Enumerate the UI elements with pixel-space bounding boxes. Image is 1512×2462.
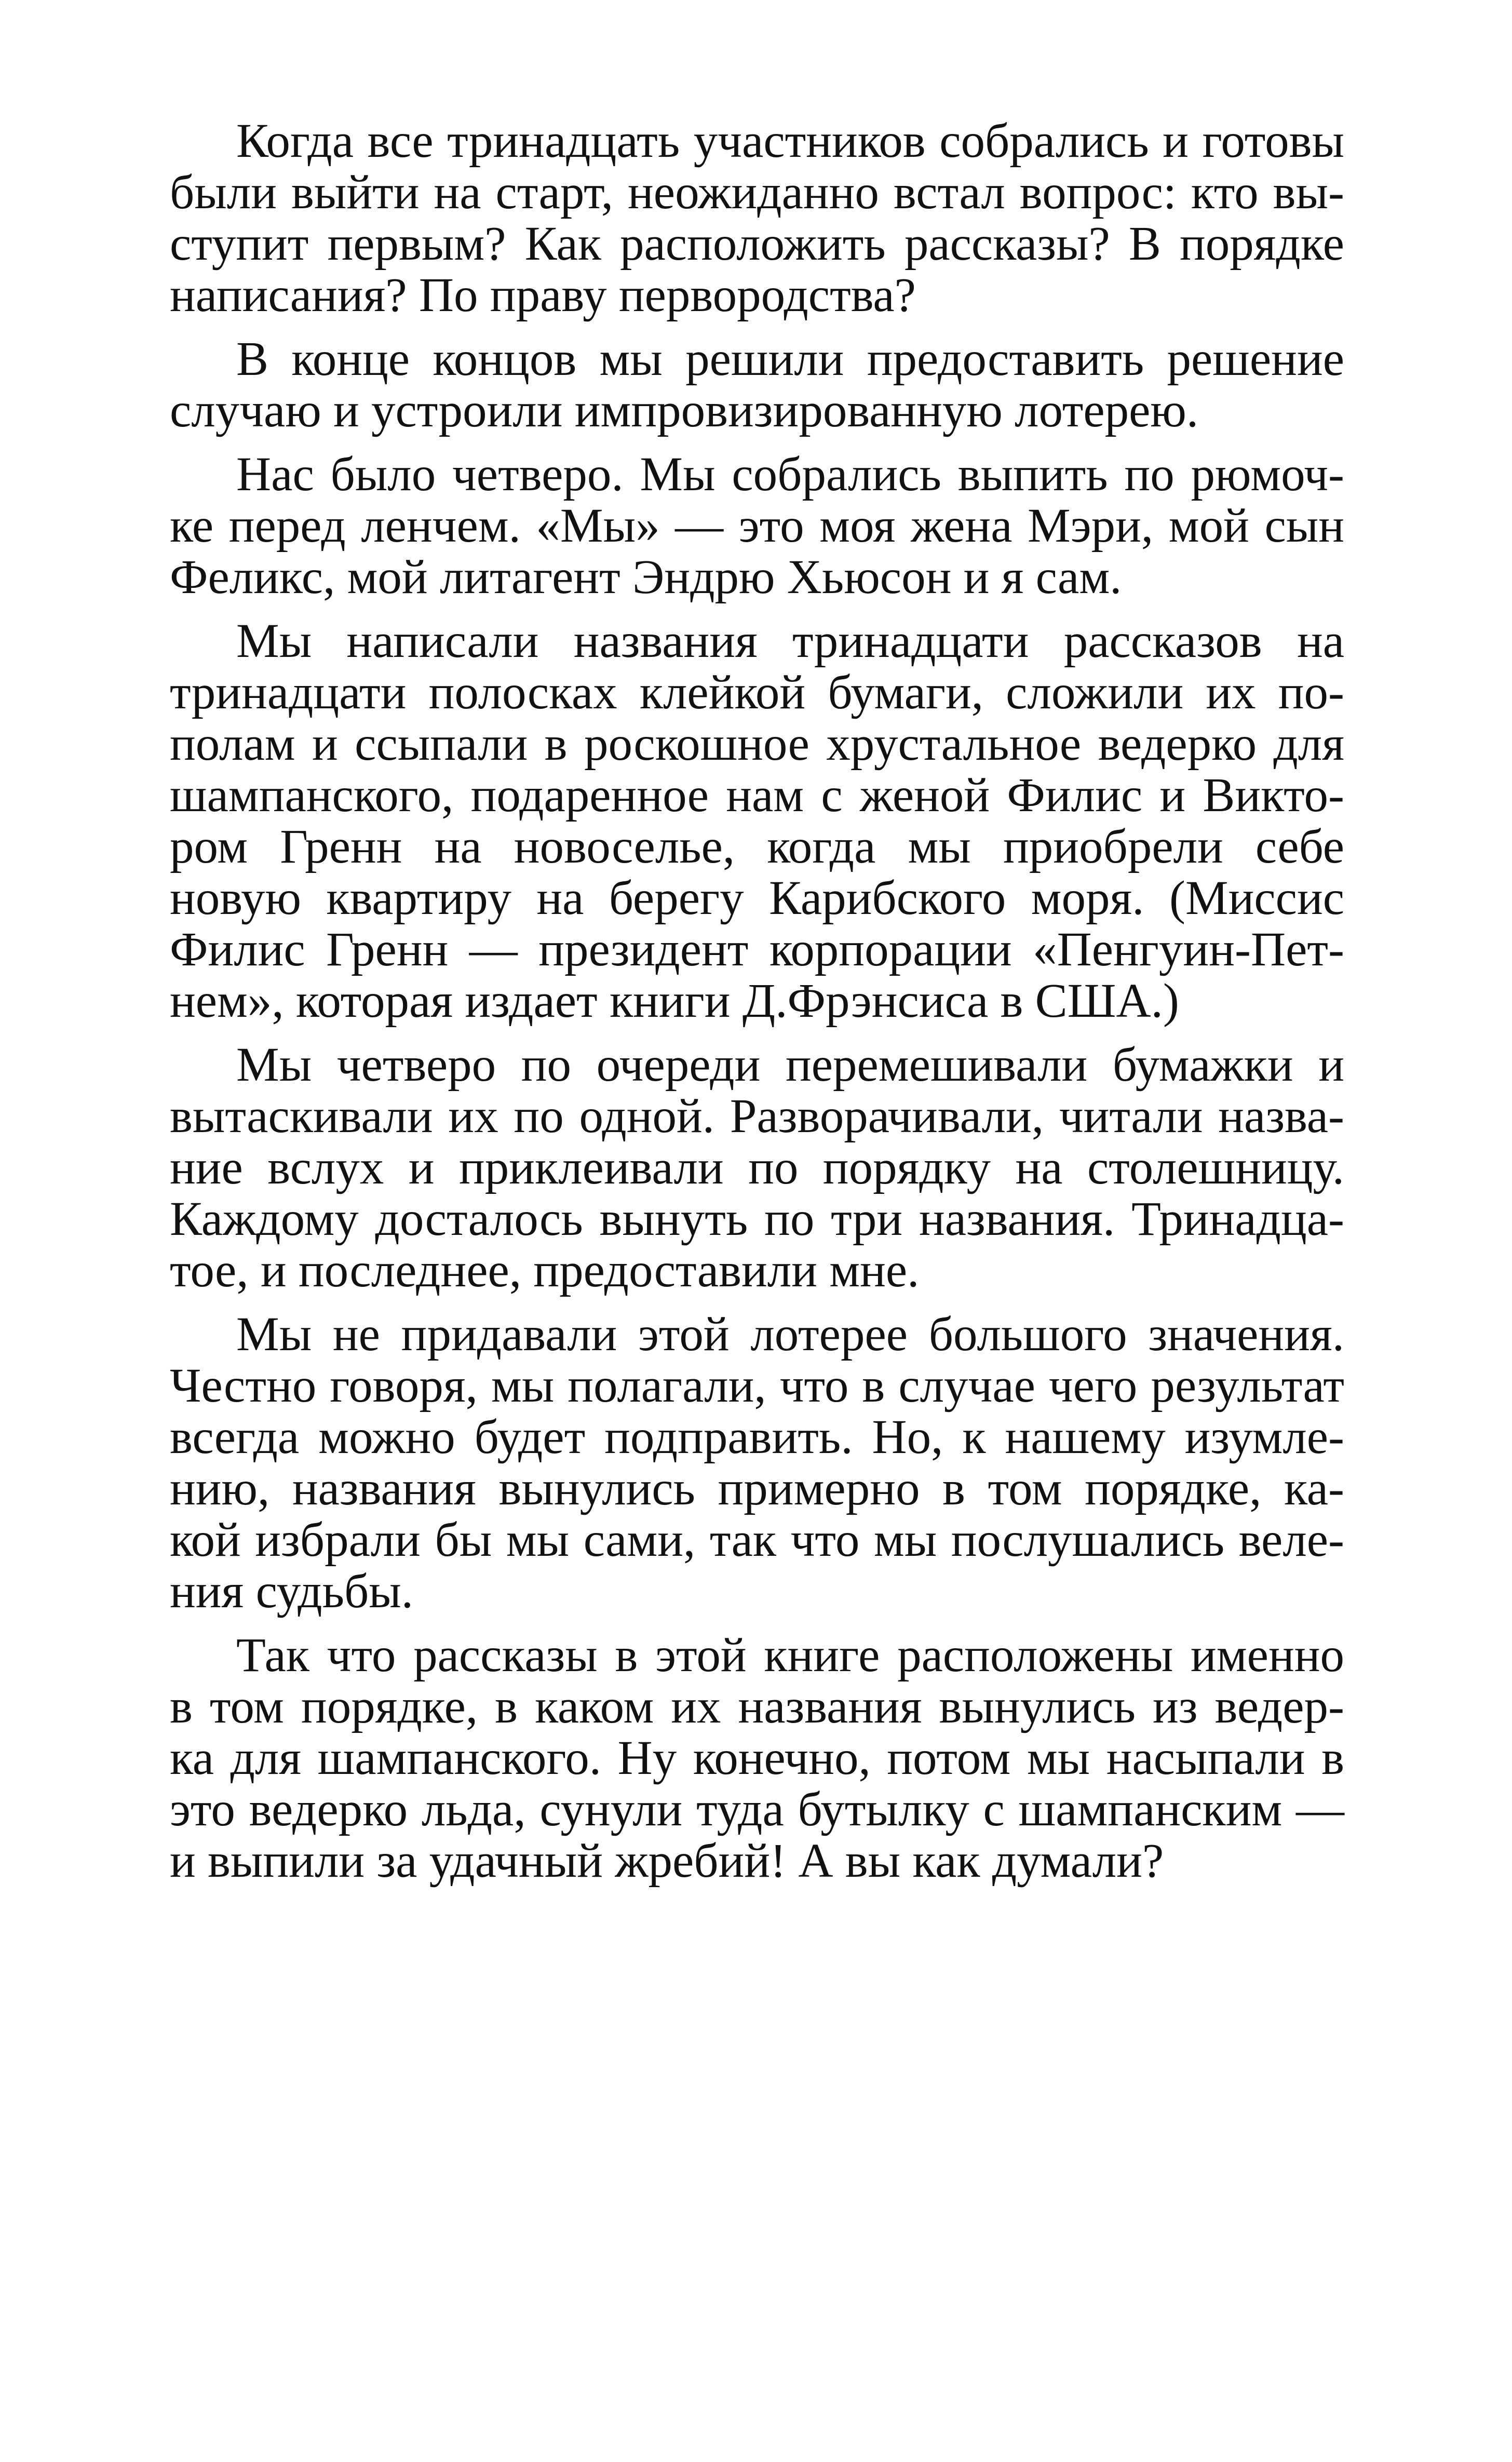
page-text	[170, 115, 1344, 1899]
text-line: Мы не придавали этой лотерее большого значения.	[236, 1308, 1344, 1361]
text-line: нию, названия вынулись примерно в том порядке, ка-	[170, 1462, 1344, 1515]
text-line: Так что рассказы в этой книге расположены именно	[236, 1629, 1344, 1682]
paragraph	[170, 333, 1344, 436]
text-line: случаю и устроили импровизированную лотерею.	[170, 384, 1199, 437]
text-line: тое, и последнее, предоставили мне.	[170, 1244, 920, 1297]
text-line: тринадцати полосках клейкой бумаги, сложили их по-	[170, 666, 1344, 719]
text-line: и выпили за удачный жребий! А вы как думали?	[170, 1834, 1164, 1888]
text-line: ние вслух и приклеивали по порядку на столешницу.	[170, 1141, 1344, 1194]
text-line: кой избрали бы мы сами, так что мы послушались веле-	[170, 1513, 1344, 1567]
text-line: в том порядке, в каком их названия вынулись из ведер-	[170, 1680, 1344, 1733]
text-line: вытаскивали их по одной. Разворачивали, читали назва-	[170, 1089, 1344, 1143]
text-line: Филис Гренн — президент корпорации «Пенгуин-Пет-	[170, 923, 1344, 976]
text-line: В конце концов мы решили предоставить решение	[236, 332, 1344, 386]
paragraph	[170, 1630, 1344, 1887]
text-line: Мы четверо по очереди перемешивали бумажки и	[236, 1038, 1344, 1092]
text-line: ка для шампанского. Ну конечно, потом мы насыпали в	[170, 1731, 1344, 1785]
paragraph	[170, 1039, 1344, 1296]
text-line: Каждому досталось вынуть по три названия. Тринадца-	[170, 1192, 1344, 1246]
text-line: были выйти на старт, неожиданно встал вопрос: кто вы-	[170, 166, 1344, 219]
text-line: Когда все тринадцать участников собрались и готовы	[236, 114, 1344, 168]
text-line: шампанского, подаренное нам с женой Филис и Викто-	[170, 769, 1344, 822]
text-line: Честно говоря, мы полагали, что в случае чего результат	[170, 1359, 1344, 1412]
text-line: Феликс, мой литагент Эндрю Хьюсон и я сам.	[170, 550, 1122, 604]
text-line: ке перед ленчем. «Мы» — это моя жена Мэри, мой сын	[170, 499, 1344, 553]
text-line: Нас было четверо. Мы собрались выпить по рюмоч-	[236, 448, 1344, 501]
text-line: полам и ссыпали в роскошное хрустальное ведерко для	[170, 717, 1344, 771]
text-line: всегда можно будет подправить. Но, к нашему изумле-	[170, 1410, 1344, 1464]
text-line: новую квартиру на берегу Карибского моря. (Миссис	[170, 871, 1344, 925]
text-line: ступит первым? Как расположить рассказы? В порядке	[170, 217, 1344, 271]
paragraph	[170, 449, 1344, 603]
text-line: ния судьбы.	[170, 1565, 414, 1618]
text-line: это ведерко льда, сунули туда бутылку с шампанским —	[170, 1783, 1344, 1836]
paragraph	[170, 615, 1344, 1027]
paragraph	[170, 1309, 1344, 1617]
text-line: нем», которая издает книги Д.Фрэнсиса в США.)	[170, 974, 1179, 1028]
text-line: ром Гренн на новоселье, когда мы приобрели себе	[170, 820, 1344, 873]
paragraph	[170, 115, 1344, 321]
text-line: Мы написали названия тринадцати рассказов на	[236, 614, 1344, 668]
text-line: написания? По праву первородства?	[170, 268, 916, 322]
